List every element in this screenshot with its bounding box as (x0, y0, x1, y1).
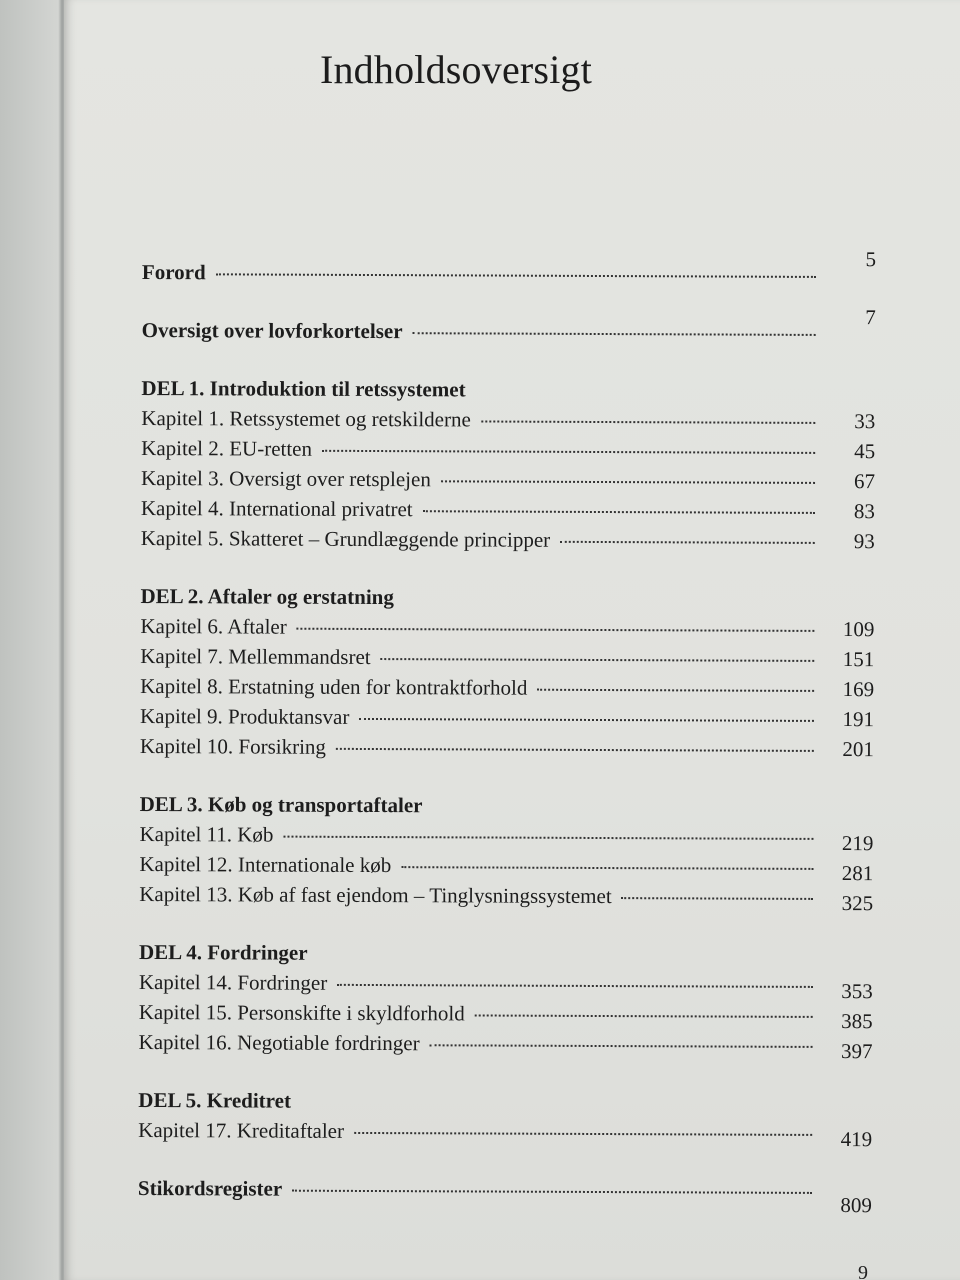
toc-entry-page: 353 (841, 979, 873, 1004)
toc-entry-page: 419 (840, 1127, 873, 1152)
toc-entry-page: 191 (842, 707, 875, 732)
toc-entry-chapter-11 (139, 822, 873, 855)
toc-entry-page: 45 (854, 439, 876, 464)
toc-entry-page: 397 (841, 1039, 873, 1064)
toc-entry-page: 201 (842, 737, 874, 762)
leader-dots (381, 658, 815, 662)
toc-entry-page: 5 (865, 247, 877, 272)
toc-entry-chapter-7 (140, 644, 874, 677)
toc-entry-page: 325 (841, 891, 874, 916)
toc-entry-label: Kapitel 17. Kreditaftaler (138, 1117, 345, 1143)
toc-entry-page: 809 (840, 1193, 872, 1218)
leader-dots (297, 628, 815, 632)
page-number: 9 (858, 1262, 868, 1280)
toc-entry-label: Kapitel 8. Erstatning uden for kontraktforhold (140, 673, 528, 700)
toc-entry-chapter-8 (140, 674, 874, 707)
leader-dots (622, 897, 814, 900)
leader-dots (401, 866, 813, 870)
leader-dots (216, 273, 816, 278)
toc-entry-label: Kapitel 14. Fordringer (138, 969, 328, 995)
toc-entry-label: Kapitel 1. Retssystemet og retskilderne (141, 405, 471, 432)
toc-entry-chapter-4 (141, 496, 875, 529)
toc-entry-chapter-6 (140, 614, 874, 647)
leader-dots (430, 1044, 813, 1048)
left-page-edge (0, 0, 58, 1280)
leader-dots (423, 510, 815, 514)
toc-entry-chapter-1 (141, 406, 875, 439)
toc-entry-chapter-16 (139, 1030, 873, 1063)
leader-dots (354, 1132, 812, 1136)
toc-entry-page: 151 (842, 647, 875, 672)
leader-dots (537, 689, 814, 692)
leader-dots (413, 332, 816, 336)
toc-entry-lovforkortelser (141, 305, 876, 351)
toc-entry-label: Kapitel 13. Køb af fast ejendom – Tinglysningssystemet (139, 881, 612, 909)
toc-entry-label: Kapitel 10. Forsikring (139, 733, 327, 759)
toc-entry-page: 93 (853, 529, 875, 554)
toc-entry-page: 281 (841, 861, 874, 886)
toc-entry-label: Oversigt over lovforkortelser (141, 317, 403, 344)
toc-entry-chapter-17 (138, 1118, 872, 1151)
toc-entry-forord (141, 247, 877, 293)
leader-dots (481, 420, 815, 423)
toc-entry-chapter-9 (140, 704, 874, 737)
toc-entry-page: 33 (854, 409, 876, 434)
leader-dots (359, 718, 814, 722)
toc-entry-label: Kapitel 16. Negotiable fordringer (138, 1029, 420, 1056)
toc-entry-page: 109 (842, 617, 875, 642)
toc-entry-label: Kapitel 6. Aftaler (140, 613, 287, 639)
toc-entry-stikordsregister (137, 1175, 872, 1218)
toc-entry-chapter-13 (139, 882, 873, 915)
toc-entry-chapter-10 (140, 734, 874, 767)
toc-entry-label: Kapitel 4. International privatret (140, 495, 413, 522)
leader-dots (560, 541, 815, 544)
part-heading-1: DEL 1. Introduktion til retssystemet (141, 375, 466, 402)
page-title: Indholdsoversigt (319, 47, 593, 92)
toc-entry-chapter-5 (141, 526, 875, 559)
toc-entry-label: Stikordsregister (137, 1175, 283, 1201)
toc-entry-label: Kapitel 5. Skatteret – Grundlæggende principper (140, 525, 551, 552)
toc-entry-label: Kapitel 2. EU-retten (141, 435, 313, 461)
toc-entry-label: Kapitel 15. Personskifte i skyldforhold (138, 999, 465, 1026)
toc-entry-label: Forord (141, 260, 206, 285)
leader-dots (292, 1190, 812, 1194)
toc-entry-chapter-2 (141, 436, 875, 469)
toc-entry-chapter-15 (139, 1000, 873, 1033)
toc-entry-page: 83 (853, 499, 875, 524)
toc-entry-chapter-12 (139, 852, 873, 885)
toc-entry-chapter-3 (141, 466, 875, 499)
toc-entry-label: Kapitel 11. Køb (139, 821, 274, 847)
toc-entry-page: 67 (853, 469, 876, 494)
toc-entry-label: Kapitel 7. Mellemmandsret (140, 643, 371, 670)
part-heading-2: DEL 2. Aftaler og erstatning (140, 583, 394, 610)
toc-entry-label: Kapitel 9. Produktansvar (139, 703, 350, 729)
part-heading-5: DEL 5. Kreditret (138, 1087, 292, 1113)
part-heading-4: DEL 4. Fordringer (138, 939, 308, 965)
table-of-contents (137, 247, 877, 1218)
leader-dots (475, 1014, 813, 1017)
toc-entry-chapter-14 (139, 970, 873, 1003)
leader-dots (336, 748, 814, 752)
toc-entry-page: 169 (842, 677, 875, 702)
toc-entry-page: 385 (841, 1009, 873, 1034)
toc-entry-label: Kapitel 3. Oversigt over retsplejen (140, 465, 431, 492)
toc-entry-page: 219 (841, 831, 874, 856)
leader-dots (337, 984, 813, 988)
leader-dots (441, 480, 815, 484)
toc-entry-label: Kapitel 12. Internationale køb (139, 851, 392, 878)
leader-dots (283, 836, 813, 840)
leader-dots (322, 450, 815, 454)
toc-entry-page: 7 (865, 305, 876, 330)
part-heading-3: DEL 3. Køb og transportaftaler (139, 791, 423, 818)
